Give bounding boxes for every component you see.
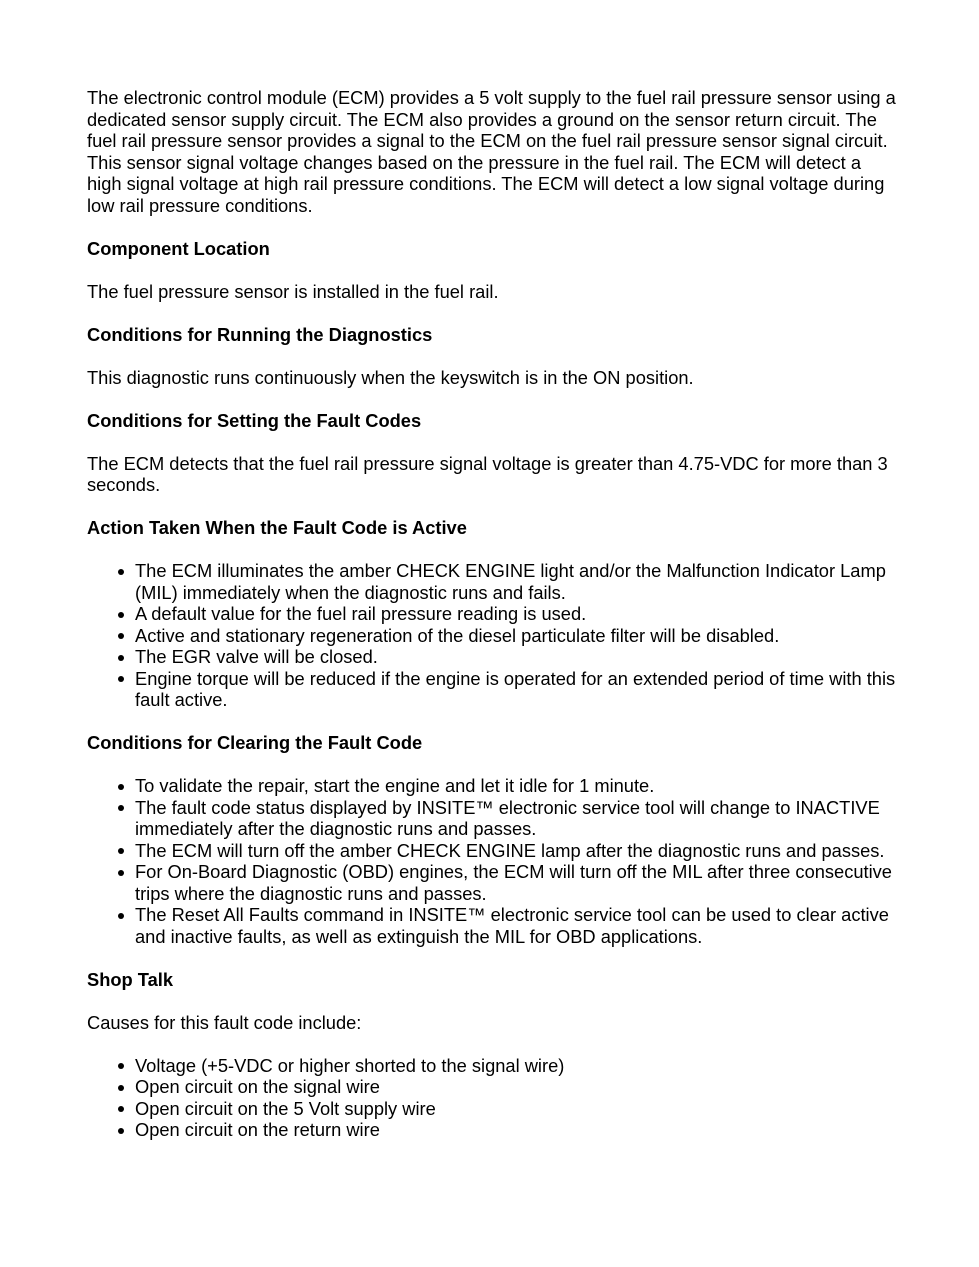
- list-item: The ECM will turn off the amber CHECK ENGINE lamp after the diagnostic runs and passes.: [135, 840, 899, 862]
- component-location-heading: Component Location: [87, 237, 270, 259]
- list-item: The Reset All Faults command in INSITE™ electronic service tool can be used to clear active and inactive faults, as well as extinguish the MIL for OBD applications.: [135, 904, 899, 947]
- list-item: Active and stationary regeneration of the diesel particulate filter will be disabled.: [135, 625, 899, 647]
- list-item: The ECM illuminates the amber CHECK ENGINE light and/or the Malfunction Indicator Lamp (MIL) immediately when the diagnostic runs and fails.: [135, 560, 899, 603]
- shop-talk-list: [87, 1055, 899, 1141]
- running-conditions-text: This diagnostic runs continuously when the keyswitch is in the ON position.: [87, 366, 694, 388]
- list-item: To validate the repair, start the engine and let it idle for 1 minute.: [135, 775, 899, 797]
- list-item: A default value for the fuel rail pressure reading is used.: [135, 603, 899, 625]
- clearing-conditions-heading: Conditions for Clearing the Fault Code: [87, 732, 423, 753]
- setting-conditions-heading: Conditions for Setting the Fault Codes: [87, 409, 422, 431]
- setting-conditions-text: The ECM detects that the fuel rail pressure signal voltage is greater than 4.75-VDC for more than 3 seconds.: [87, 452, 888, 495]
- list-item: For On-Board Diagnostic (OBD) engines, the ECM will turn off the MIL after three consecutive trips where the diagnostic runs and passes.: [135, 861, 899, 904]
- document-page: [87, 87, 899, 1162]
- list-item: Open circuit on the signal wire: [135, 1076, 899, 1098]
- intro-paragraph: The electronic control module (ECM) provides a 5 volt supply to the fuel rail pressure sensor using a dedicated sensor supply circuit. The ECM also provides a ground on the sensor return circuit. The fuel rail pressure sensor provides a signal to the ECM on the fuel rail pressure sensor signal circuit. This sensor signal voltage changes based on the pressure in the fuel rail. The ECM will detect a high signal voltage at high rail pressure conditions. The ECM will detect a low signal voltage during low rail pressure conditions.: [87, 87, 896, 216]
- list-item: Voltage (+5-VDC or higher shorted to the signal wire): [135, 1055, 899, 1077]
- action-taken-list: [87, 560, 899, 711]
- list-item: The EGR valve will be closed.: [135, 646, 899, 668]
- list-item: Open circuit on the 5 Volt supply wire: [135, 1098, 899, 1120]
- clearing-conditions-list: [87, 775, 899, 947]
- list-item: Open circuit on the return wire: [135, 1119, 899, 1141]
- component-location-text: The fuel pressure sensor is installed in the fuel rail.: [87, 280, 499, 302]
- shop-talk-heading: Shop Talk: [87, 968, 173, 990]
- list-item: The fault code status displayed by INSITE™ electronic service tool will change to INACTIVE immediately after the diagnostic runs and passes.: [135, 797, 899, 840]
- action-taken-heading: Action Taken When the Fault Code is Active: [87, 517, 467, 538]
- list-item: Engine torque will be reduced if the engine is operated for an extended period of time with this fault active.: [135, 668, 899, 711]
- shop-talk-text: Causes for this fault code include:: [87, 1011, 362, 1033]
- running-conditions-heading: Conditions for Running the Diagnostics: [87, 323, 433, 345]
